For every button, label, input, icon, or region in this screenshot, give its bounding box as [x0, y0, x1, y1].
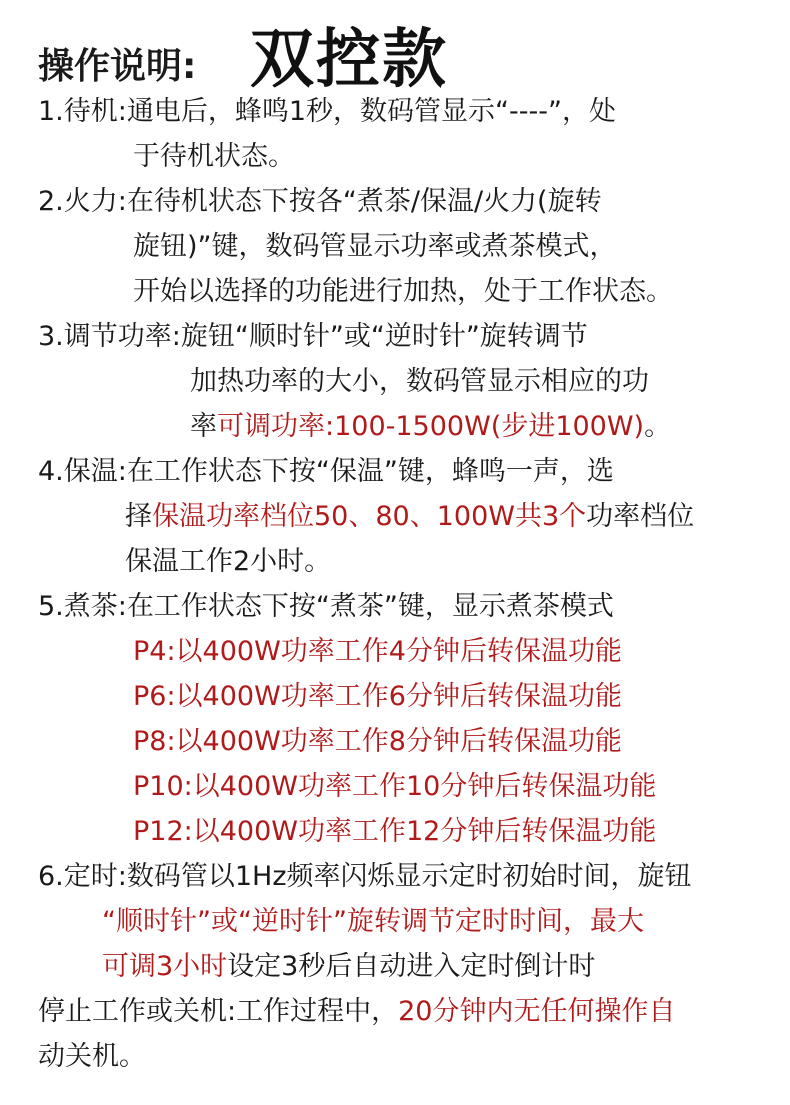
- line-tea-p4: [133, 632, 622, 672]
- highlight-text: 20分钟内无任何操作自: [398, 996, 676, 1027]
- line-adjust-1: [38, 317, 588, 357]
- body-text: 4.保温:在工作状态下按“保温”键，蜂鸣一声，选: [38, 456, 614, 487]
- body-text: 功率档位: [586, 501, 695, 532]
- body-text: 择: [125, 501, 152, 532]
- line-tea-p6: [133, 677, 622, 717]
- line-adjust-2: [190, 362, 649, 402]
- body-text: 保温工作2小时。: [125, 546, 332, 577]
- highlight-text: 保温功率档位50、80、100W共3个: [152, 501, 587, 532]
- line-power-2: [133, 227, 617, 267]
- body-text: 6.定时:数码管以1Hz频率闪烁显示定时初始时间，旋钮: [38, 861, 692, 892]
- line-tea-1: [38, 587, 614, 627]
- highlight-text: P8:以400W功率工作8分钟后转保温功能: [133, 726, 622, 757]
- highlight-text: 可调功率:100-1500W(步进100W): [217, 411, 645, 442]
- line-power-1: [38, 182, 602, 222]
- line-tea-p10: [133, 767, 656, 807]
- body-text: 于待机状态。: [133, 141, 295, 172]
- highlight-text: P6:以400W功率工作6分钟后转保温功能: [133, 681, 622, 712]
- body-text: 停止工作或关机:工作过程中，: [38, 996, 399, 1027]
- highlight-text: P10:以400W功率工作10分钟后转保温功能: [133, 771, 657, 802]
- highlight-text: P4:以400W功率工作4分钟后转保温功能: [133, 636, 622, 667]
- line-timer-3: [102, 947, 595, 987]
- body-text: 旋钮)”键，数码管显示功率或煮茶模式，: [133, 231, 617, 262]
- body-text: 开始以选择的功能进行加热，处于工作状态。: [133, 276, 673, 307]
- line-keepwarm-3: [125, 542, 331, 582]
- line-autooff-2: [38, 1037, 146, 1077]
- body-text: 动关机。: [38, 1041, 146, 1072]
- line-autooff-1: [38, 992, 675, 1032]
- line-standby-2: [133, 137, 295, 177]
- line-adjust-3: [190, 407, 671, 447]
- line-tea-p12: [133, 812, 656, 852]
- line-power-3: [133, 272, 673, 312]
- body-text: 设定3秒后自动进入定时倒计时: [227, 951, 596, 982]
- line-keepwarm-1: [38, 452, 614, 492]
- body-text: 加热功率的大小，数码管显示相应的功: [190, 366, 649, 397]
- line-timer-1: [38, 857, 692, 897]
- page-title: 双控款: [250, 23, 448, 97]
- body-text: 3.调节功率:旋钮“顺时针”或“逆时针”旋转调节: [38, 321, 588, 352]
- highlight-text: 可调3小时: [102, 951, 228, 982]
- line-standby-1: [38, 92, 616, 132]
- body-text: 2.火力:在待机状态下按各“煮茶/保温/火力(旋转: [38, 186, 602, 217]
- line-keepwarm-2: [125, 497, 694, 537]
- header-label: 操作说明:: [38, 46, 197, 87]
- line-tea-p8: [133, 722, 622, 762]
- highlight-text: “顺时针”或“逆时针”旋转调节定时时间，最大: [102, 906, 644, 937]
- body-text: 1.待机:通电后，蜂鸣1秒，数码管显示“----”，处: [38, 96, 616, 127]
- body-text: 率: [190, 411, 217, 442]
- body-text: 。: [644, 411, 672, 442]
- body-text: 5.煮茶:在工作状态下按“煮茶”键，显示煮茶模式: [38, 591, 614, 622]
- line-timer-2: [102, 902, 644, 942]
- highlight-text: P12:以400W功率工作12分钟后转保温功能: [133, 816, 657, 847]
